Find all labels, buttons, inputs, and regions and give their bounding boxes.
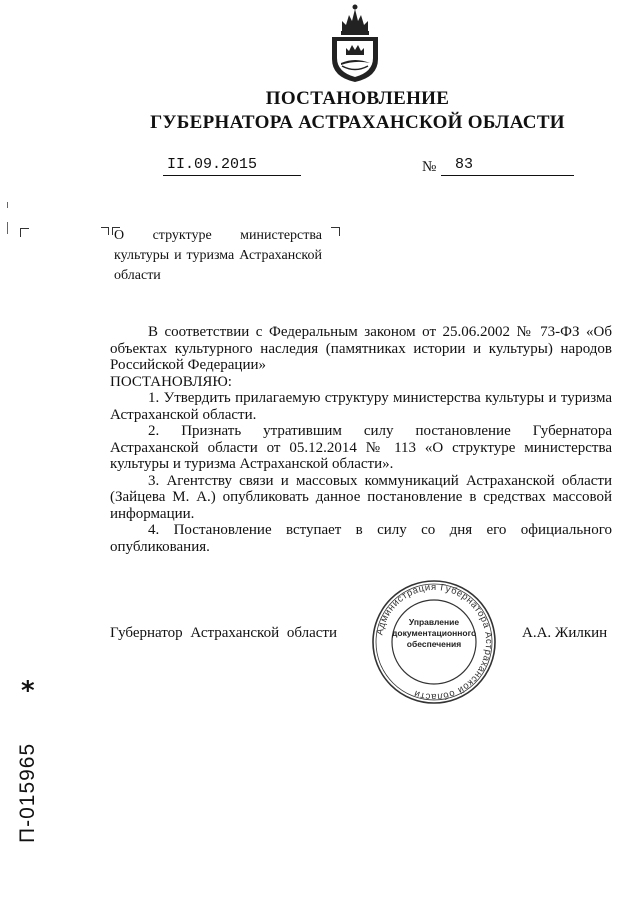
issuer-title: ГУБЕРНАТОРА АСТРАХАНСКОЙ ОБЛАСТИ bbox=[150, 112, 565, 133]
coat-of-arms-icon bbox=[328, 3, 382, 83]
subject-bracket-left-a bbox=[101, 227, 109, 235]
decree-item: 3. Агентству связи и массовых коммуникаций Астраханской области (Зайцева М. А.) опубликовать данное постановление в средствах массовой информации. bbox=[110, 472, 612, 522]
form-serial-number: П-015965 bbox=[16, 742, 39, 843]
signatory-name: А.А. Жилкин bbox=[522, 625, 608, 641]
margin-tick bbox=[7, 222, 8, 234]
svg-text:Администрация Губернатора Астр: Администрация Губернатора Астраханской области bbox=[374, 581, 495, 703]
decree-subject: О структуре министерства культуры и туризма Астраханской области bbox=[114, 228, 322, 283]
decree-number: 83 bbox=[441, 155, 574, 176]
signatory-position: Губернатор Астраханской области bbox=[110, 625, 338, 641]
number-sign: № bbox=[422, 159, 437, 175]
margin-tick bbox=[7, 202, 8, 208]
preamble: В соответствии с Федеральным законом от 25.06.2002 № 73-ФЗ «Об объектах культурного наследия (памятниках истории и культуры) народов Российской Федерации» bbox=[110, 324, 612, 373]
decree-date: II.09.2015 bbox=[163, 155, 301, 176]
document-title: ПОСТАНОВЛЕНИЕ bbox=[265, 88, 450, 109]
decree-item: 4. Постановление вступает в силу со дня его официального опубликования. bbox=[110, 522, 612, 555]
stamp-inner-text: Управление документационного обеспечения bbox=[392, 617, 477, 649]
margin-corner-mark bbox=[20, 228, 29, 237]
decree-word: ПОСТАНОВЛЯЮ: bbox=[110, 373, 232, 390]
subject-bracket-right bbox=[331, 227, 340, 236]
margin-asterisk: * bbox=[21, 676, 35, 706]
decree-item: 1. Утвердить прилагаемую структуру министерства культуры и туризма Астраханской области. bbox=[110, 390, 612, 423]
decree-item: 2. Признать утратившим силу постановление Губернатора Астраханской области от 05.12.2014 № 113 «О структуре министерства культуры и туризма Астраханской области». bbox=[110, 423, 612, 472]
decree-body bbox=[110, 324, 612, 555]
